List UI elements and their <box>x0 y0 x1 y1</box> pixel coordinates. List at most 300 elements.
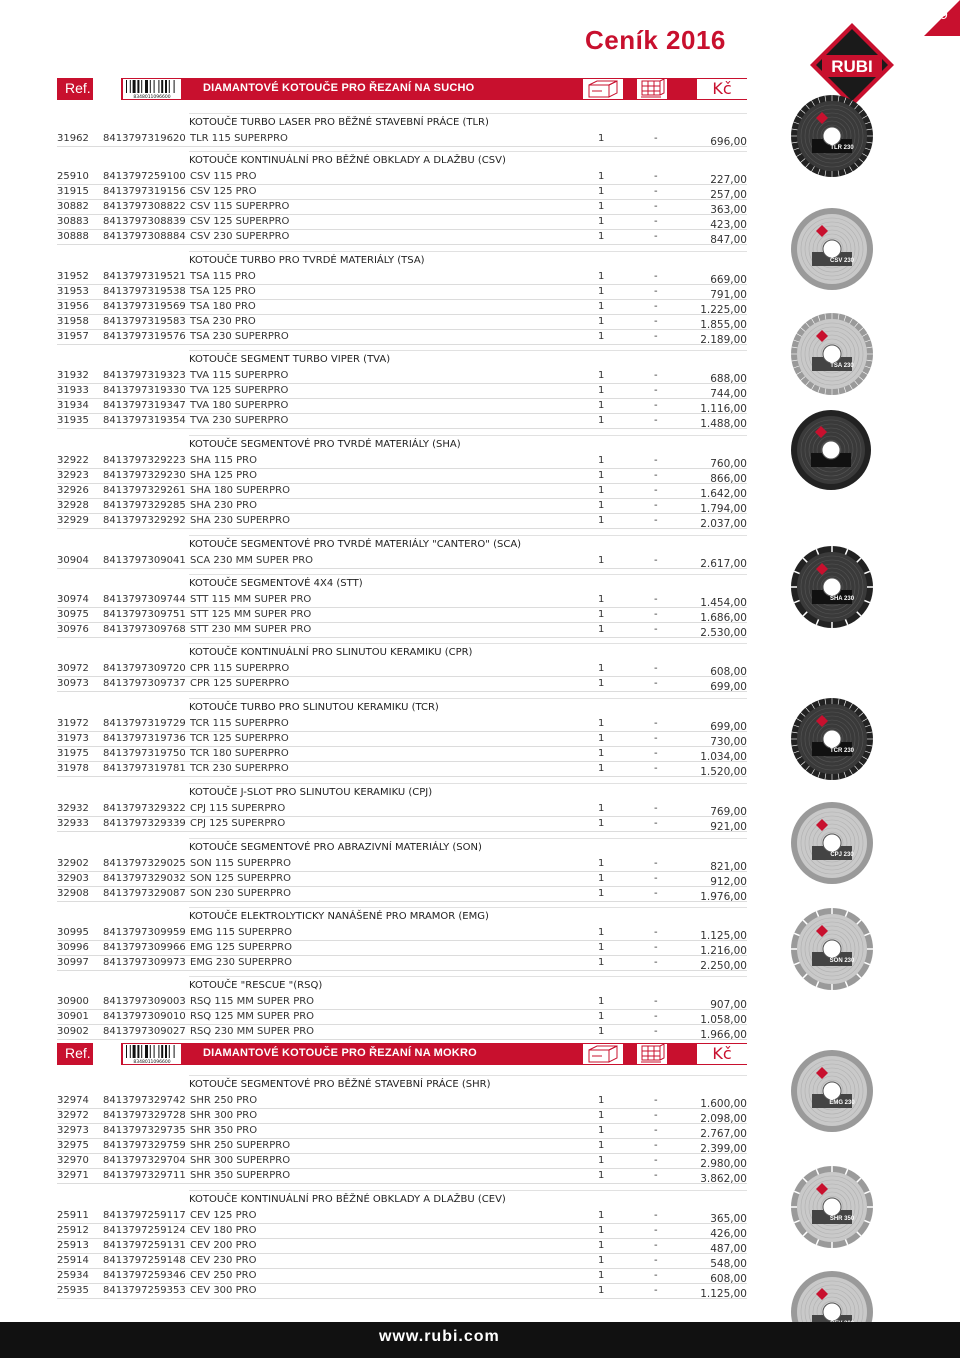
ean-cell: 8413797329285 <box>103 500 186 511</box>
table-row <box>57 1025 747 1040</box>
ref-cell: 32975 <box>57 1140 89 1151</box>
name-cell: STT 230 MM SUPER PRO <box>190 624 312 635</box>
pallet-icon <box>637 1044 667 1064</box>
ref-cell: 31934 <box>57 400 89 411</box>
table-row <box>57 1239 747 1254</box>
price-cell: 363,00 <box>710 204 747 216</box>
table-row <box>57 1154 747 1169</box>
ean-cell: 8413797319156 <box>103 186 186 197</box>
dash-cell: - <box>654 763 658 774</box>
dash-cell: - <box>654 133 658 144</box>
product-section <box>57 1075 747 1184</box>
product-section <box>57 698 747 777</box>
ean-cell: 8413797329087 <box>103 888 186 899</box>
product-section <box>57 151 747 245</box>
product-section <box>57 783 747 832</box>
ean-cell: 8413797329292 <box>103 515 186 526</box>
disc-image <box>790 545 874 629</box>
dash-cell: - <box>654 1095 658 1106</box>
table-row <box>57 414 747 429</box>
price-cell: 2.980,00 <box>700 1158 747 1170</box>
ref-cell: 31973 <box>57 733 89 744</box>
ref-cell: 30972 <box>57 663 89 674</box>
name-cell: SHA 180 SUPERPRO <box>190 485 290 496</box>
table-row <box>57 1139 747 1154</box>
ref-cell: 31975 <box>57 748 89 759</box>
name-cell: SHA 125 PRO <box>190 470 258 481</box>
ean-cell: 8413797319781 <box>103 763 186 774</box>
disc-label: TCR 230 <box>829 748 855 754</box>
name-cell: CEV 250 PRO <box>190 1270 257 1281</box>
section-title: KOTOUČE SEGMENTOVÉ PRO TVRDÉ MATERIÁLY "CANTERO" (SCA) <box>189 535 747 551</box>
price-cell: 608,00 <box>710 1273 747 1285</box>
qty-cell: 1 <box>598 1110 605 1121</box>
ref-cell: 31935 <box>57 415 89 426</box>
qty-cell: 1 <box>598 763 605 774</box>
table-header-wet <box>57 1043 747 1065</box>
dash-cell: - <box>654 216 658 227</box>
pallet-icon <box>637 79 667 99</box>
ref-cell: 32933 <box>57 818 89 829</box>
name-cell: TSA 230 PRO <box>190 316 256 327</box>
table-row <box>57 732 747 747</box>
price-cell: 487,00 <box>710 1243 747 1255</box>
qty-cell: 1 <box>598 455 605 466</box>
ref-cell: 30974 <box>57 594 89 605</box>
price-cell: 1.600,00 <box>700 1098 747 1110</box>
section-title: KOTOUČE SEGMENT TURBO VIPER (TVA) <box>189 350 747 366</box>
name-cell: SON 230 SUPERPRO <box>190 888 291 899</box>
ean-cell: 8413797329735 <box>103 1125 186 1136</box>
name-cell: CSV 125 SUPERPRO <box>190 216 290 227</box>
table-row <box>57 369 747 384</box>
ean-cell: 8413797309768 <box>103 624 186 635</box>
price-cell: 2.250,00 <box>700 960 747 972</box>
product-section <box>57 350 747 429</box>
section-title: KOTOUČE KONTINUÁLNÍ PRO BĚŽNÉ OBKLADY A DLAŽBU (CEV) <box>189 1190 747 1206</box>
name-cell: RSQ 125 MM SUPER PRO <box>190 1011 315 1022</box>
qty-cell: 1 <box>598 858 605 869</box>
table-row <box>57 185 747 200</box>
qty-cell: 1 <box>598 1285 605 1296</box>
ean-cell: 8413797309966 <box>103 942 186 953</box>
dash-cell: - <box>654 733 658 744</box>
currency-label: Kč <box>697 1044 747 1064</box>
ref-cell: 32922 <box>57 455 89 466</box>
product-section <box>57 976 747 1040</box>
ref-cell: 30904 <box>57 555 89 566</box>
dash-cell: - <box>654 370 658 381</box>
ref-cell: 31956 <box>57 301 89 312</box>
section-title: KOTOUČE J-SLOT PRO SLINUTOU KERAMIKU (CPJ) <box>189 783 747 799</box>
ref-cell: 32970 <box>57 1155 89 1166</box>
price-cell: 2.767,00 <box>700 1128 747 1140</box>
name-cell: CPJ 125 SUPERPRO <box>190 818 286 829</box>
section-title: KOTOUČE TURBO PRO TVRDÉ MATERIÁLY (TSA) <box>189 251 747 267</box>
ean-cell: 8413797259117 <box>103 1210 186 1221</box>
qty-cell: 1 <box>598 171 605 182</box>
dash-cell: - <box>654 286 658 297</box>
name-cell: CEV 200 PRO <box>190 1240 257 1251</box>
qty-cell: 1 <box>598 1270 605 1281</box>
qty-cell: 1 <box>598 415 605 426</box>
disc-label: CPJ 230 <box>830 852 854 858</box>
qty-cell: 1 <box>598 485 605 496</box>
qty-cell: 1 <box>598 370 605 381</box>
price-cell: 912,00 <box>710 876 747 888</box>
table-row <box>57 1224 747 1239</box>
section-title: KOTOUČE SEGMENTOVÉ 4X4 (STT) <box>189 574 747 590</box>
ean-cell: 8413797319583 <box>103 316 186 327</box>
dash-cell: - <box>654 470 658 481</box>
ref-cell: 32929 <box>57 515 89 526</box>
ref-cell: 31933 <box>57 385 89 396</box>
table-row <box>57 802 747 817</box>
section-title: KOTOUČE SEGMENTOVÉ PRO BĚŽNÉ STAVEBNÍ PRÁCE (SHR) <box>189 1075 747 1091</box>
table-row <box>57 1010 747 1025</box>
dash-cell: - <box>654 1140 658 1151</box>
price-cell: 1.454,00 <box>700 597 747 609</box>
qty-cell: 1 <box>598 1255 605 1266</box>
price-cell: 1.520,00 <box>700 766 747 778</box>
dash-cell: - <box>654 663 658 674</box>
ean-cell: 8413797309010 <box>103 1011 186 1022</box>
ean-cell: 8413797309973 <box>103 957 186 968</box>
product-section <box>57 535 747 569</box>
disc-image <box>790 94 874 178</box>
table-row <box>57 956 747 971</box>
ean-cell: 8413797259131 <box>103 1240 186 1251</box>
section-title: KOTOUČE KONTINUÁLNÍ PRO SLINUTOU KERAMIKU (CPR) <box>189 643 747 659</box>
product-section <box>57 907 747 971</box>
name-cell: TCR 115 SUPERPRO <box>190 718 289 729</box>
table-row <box>57 887 747 902</box>
name-cell: TSA 230 SUPERPRO <box>190 331 289 342</box>
table-row <box>57 1254 747 1269</box>
footer <box>0 1322 960 1358</box>
ref-cell: 25935 <box>57 1285 89 1296</box>
dash-cell: - <box>654 1125 658 1136</box>
price-cell: 1.686,00 <box>700 612 747 624</box>
dash-cell: - <box>654 515 658 526</box>
table-row <box>57 499 747 514</box>
qty-cell: 1 <box>598 400 605 411</box>
product-section <box>57 113 747 147</box>
ean-cell: 8413797309737 <box>103 678 186 689</box>
dash-cell: - <box>654 331 658 342</box>
ref-cell: 32971 <box>57 1170 89 1181</box>
qty-cell: 1 <box>598 1210 605 1221</box>
table-row <box>57 872 747 887</box>
ean-cell: 8413797309041 <box>103 555 186 566</box>
ref-cell: 30997 <box>57 957 89 968</box>
dash-cell: - <box>654 316 658 327</box>
qty-cell: 1 <box>598 316 605 327</box>
name-cell: CPR 125 SUPERPRO <box>190 678 290 689</box>
ean-cell: 8413797308884 <box>103 231 186 242</box>
name-cell: SHR 350 PRO <box>190 1125 258 1136</box>
disc-label: SHA 230 <box>829 596 855 602</box>
disc-image <box>790 207 874 291</box>
name-cell: CSV 230 SUPERPRO <box>190 231 290 242</box>
dash-cell: - <box>654 1270 658 1281</box>
ean-cell: 8413797259148 <box>103 1255 186 1266</box>
ref-cell: 31952 <box>57 271 89 282</box>
dash-cell: - <box>654 748 658 759</box>
ref-cell: 32972 <box>57 1110 89 1121</box>
name-cell: TVA 180 SUPERPRO <box>190 400 289 411</box>
dash-cell: - <box>654 609 658 620</box>
disc-label: TSA 230 <box>830 363 854 369</box>
table-row <box>57 215 747 230</box>
name-cell: TVA 115 SUPERPRO <box>190 370 289 381</box>
dash-cell: - <box>654 500 658 511</box>
price-cell: 1.642,00 <box>700 488 747 500</box>
ref-cell: 31915 <box>57 186 89 197</box>
price-cell: 730,00 <box>710 736 747 748</box>
page-number: 9 <box>924 0 960 36</box>
dash-cell: - <box>654 201 658 212</box>
dash-cell: - <box>654 1225 658 1236</box>
name-cell: SON 115 SUPERPRO <box>190 858 291 869</box>
price-cell: 1.216,00 <box>700 945 747 957</box>
ref-cell: 30882 <box>57 201 89 212</box>
ean-cell: 8413797319620 <box>103 133 186 144</box>
ean-cell: 8413797329704 <box>103 1155 186 1166</box>
name-cell: SON 125 SUPERPRO <box>190 873 291 884</box>
qty-cell: 1 <box>598 818 605 829</box>
ean-cell: 8413797319729 <box>103 718 186 729</box>
qty-cell: 1 <box>598 748 605 759</box>
qty-cell: 1 <box>598 133 605 144</box>
dash-cell: - <box>654 1240 658 1251</box>
qty-cell: 1 <box>598 1225 605 1236</box>
price-cell: 699,00 <box>710 721 747 733</box>
section-title: KOTOUČE TURBO LASER PRO BĚŽNÉ STAVEBNÍ PRÁCE (TLR) <box>189 113 747 129</box>
table-row <box>57 926 747 941</box>
table-row <box>57 300 747 315</box>
table-row <box>57 817 747 832</box>
ean-cell: 8413797329339 <box>103 818 186 829</box>
barcode-icon <box>123 79 181 99</box>
qty-cell: 1 <box>598 957 605 968</box>
dash-cell: - <box>654 1170 658 1181</box>
dash-cell: - <box>654 873 658 884</box>
box-icon <box>583 1044 623 1064</box>
disc-label: TLR 230 <box>830 145 854 151</box>
dash-cell: - <box>654 996 658 1007</box>
name-cell: SCA 230 MM SUPER PRO <box>190 555 314 566</box>
section-title: KOTOUČE KONTINUÁLNÍ PRO BĚŽNÉ OBKLADY A DLAŽBU (CSV) <box>189 151 747 167</box>
ean-cell: 8413797319330 <box>103 385 186 396</box>
ref-cell: 31962 <box>57 133 89 144</box>
ref-cell: 25912 <box>57 1225 89 1236</box>
dash-cell: - <box>654 415 658 426</box>
ean-cell: 8413797329025 <box>103 858 186 869</box>
product-section <box>57 1190 747 1299</box>
ref-cell: 30976 <box>57 624 89 635</box>
price-cell: 1.976,00 <box>700 891 747 903</box>
ref-cell: 25914 <box>57 1255 89 1266</box>
product-section <box>57 838 747 902</box>
name-cell: CPR 115 SUPERPRO <box>190 663 290 674</box>
ean-cell: 8413797329742 <box>103 1095 186 1106</box>
dash-cell: - <box>654 1255 658 1266</box>
ref-cell: 30902 <box>57 1026 89 1037</box>
ean-cell: 8413797259346 <box>103 1270 186 1281</box>
ref-cell: 30975 <box>57 609 89 620</box>
qty-cell: 1 <box>598 1026 605 1037</box>
qty-cell: 1 <box>598 927 605 938</box>
price-cell: 688,00 <box>710 373 747 385</box>
name-cell: CSV 115 SUPERPRO <box>190 201 290 212</box>
section-title: KOTOUČE SEGMENTOVÉ PRO TVRDÉ MATERIÁLY (SHA) <box>189 435 747 451</box>
ref-cell: 30901 <box>57 1011 89 1022</box>
table-row <box>57 1109 747 1124</box>
table-row <box>57 230 747 245</box>
table-row <box>57 677 747 692</box>
ref-cell: 30883 <box>57 216 89 227</box>
ean-cell: 8413797329223 <box>103 455 186 466</box>
disc-image <box>790 1165 874 1249</box>
price-cell: 2.399,00 <box>700 1143 747 1155</box>
table-row <box>57 747 747 762</box>
ean-cell: 8413797309959 <box>103 927 186 938</box>
name-cell: TSA 115 PRO <box>190 271 256 282</box>
qty-cell: 1 <box>598 286 605 297</box>
qty-cell: 1 <box>598 663 605 674</box>
ref-cell: 31978 <box>57 763 89 774</box>
disc-image <box>790 801 874 885</box>
section-title: KOTOUČE ELEKTROLYTICKY NANÁŠENÉ PRO MRAMOR (EMG) <box>189 907 747 923</box>
qty-cell: 1 <box>598 555 605 566</box>
ean-cell: 8413797329261 <box>103 485 186 496</box>
table-header-dry <box>57 78 747 100</box>
ean-cell: 8413797319538 <box>103 286 186 297</box>
dash-cell: - <box>654 1210 658 1221</box>
price-cell: 365,00 <box>710 1213 747 1225</box>
ref-cell: 32932 <box>57 803 89 814</box>
qty-cell: 1 <box>598 1155 605 1166</box>
ref-cell: 30900 <box>57 996 89 1007</box>
name-cell: RSQ 115 MM SUPER PRO <box>190 996 315 1007</box>
ean-cell: 8413797329322 <box>103 803 186 814</box>
table-row <box>57 717 747 732</box>
price-cell: 744,00 <box>710 388 747 400</box>
disc-label: SON 230 <box>829 958 855 964</box>
ref-label: Ref. <box>57 78 93 100</box>
barcode-digits: 8348011096600 <box>133 1060 171 1064</box>
qty-cell: 1 <box>598 1125 605 1136</box>
price-cell: 699,00 <box>710 681 747 693</box>
ref-cell: 31953 <box>57 286 89 297</box>
ean-cell: 8413797329230 <box>103 470 186 481</box>
section-group-title: DIAMANTOVÉ KOTOUČE PRO ŘEZANÍ NA SUCHO <box>203 82 475 94</box>
qty-cell: 1 <box>598 216 605 227</box>
price-cell: 669,00 <box>710 274 747 286</box>
ref-cell: 32903 <box>57 873 89 884</box>
qty-cell: 1 <box>598 1170 605 1181</box>
table-row <box>57 662 747 677</box>
name-cell: TSA 180 PRO <box>190 301 256 312</box>
qty-cell: 1 <box>598 678 605 689</box>
ean-cell: 8413797319569 <box>103 301 186 312</box>
ean-cell: 8413797259100 <box>103 171 186 182</box>
name-cell: TLR 115 SUPERPRO <box>190 133 288 144</box>
price-cell: 921,00 <box>710 821 747 833</box>
ref-cell: 30995 <box>57 927 89 938</box>
table-row <box>57 1094 747 1109</box>
page-corner-fold <box>924 0 960 36</box>
section-title: KOTOUČE TURBO PRO SLINUTOU KERAMIKU (TCR) <box>189 698 747 714</box>
ean-cell: 8413797319323 <box>103 370 186 381</box>
price-cell: 227,00 <box>710 174 747 186</box>
name-cell: TCR 230 SUPERPRO <box>190 763 289 774</box>
qty-cell: 1 <box>598 470 605 481</box>
dash-cell: - <box>654 301 658 312</box>
ref-cell: 32973 <box>57 1125 89 1136</box>
disc-image <box>790 312 874 396</box>
table-row <box>57 762 747 777</box>
price-cell: 1.966,00 <box>700 1029 747 1041</box>
ean-cell: 8413797309027 <box>103 1026 186 1037</box>
footer-url[interactable]: www.rubi.com <box>379 1328 500 1345</box>
page-title: Ceník 2016 <box>585 25 726 55</box>
dash-cell: - <box>654 1285 658 1296</box>
table-row <box>57 514 747 529</box>
price-cell: 847,00 <box>710 234 747 246</box>
ean-cell: 8413797319750 <box>103 748 186 759</box>
name-cell: EMG 230 SUPERPRO <box>190 957 292 968</box>
dash-cell: - <box>654 231 658 242</box>
product-section <box>57 574 747 638</box>
dash-cell: - <box>654 942 658 953</box>
table-row <box>57 330 747 345</box>
qty-cell: 1 <box>598 609 605 620</box>
dash-cell: - <box>654 400 658 411</box>
ean-cell: 8413797329032 <box>103 873 186 884</box>
ean-cell: 8413797329711 <box>103 1170 186 1181</box>
dash-cell: - <box>654 888 658 899</box>
table-row <box>57 941 747 956</box>
price-cell: 2.617,00 <box>700 558 747 570</box>
dash-cell: - <box>654 718 658 729</box>
name-cell: TCR 125 SUPERPRO <box>190 733 289 744</box>
dash-cell: - <box>654 624 658 635</box>
table-row <box>57 995 747 1010</box>
ref-cell: 30973 <box>57 678 89 689</box>
table-row <box>57 857 747 872</box>
ref-cell: 31958 <box>57 316 89 327</box>
name-cell: EMG 115 SUPERPRO <box>190 927 292 938</box>
qty-cell: 1 <box>598 873 605 884</box>
product-section <box>57 251 747 345</box>
ean-cell: 8413797259124 <box>103 1225 186 1236</box>
ref-cell: 25913 <box>57 1240 89 1251</box>
ean-cell: 8413797329728 <box>103 1110 186 1121</box>
qty-cell: 1 <box>598 1011 605 1022</box>
dash-cell: - <box>654 818 658 829</box>
price-cell: 1.794,00 <box>700 503 747 515</box>
logo-text: RUBI <box>831 57 873 76</box>
disc-label: SHR 350 <box>829 1216 855 1222</box>
price-cell: 821,00 <box>710 861 747 873</box>
name-cell: EMG 125 SUPERPRO <box>190 942 292 953</box>
qty-cell: 1 <box>598 1095 605 1106</box>
qty-cell: 1 <box>598 1240 605 1251</box>
name-cell: SHR 250 PRO <box>190 1095 258 1106</box>
qty-cell: 1 <box>598 186 605 197</box>
